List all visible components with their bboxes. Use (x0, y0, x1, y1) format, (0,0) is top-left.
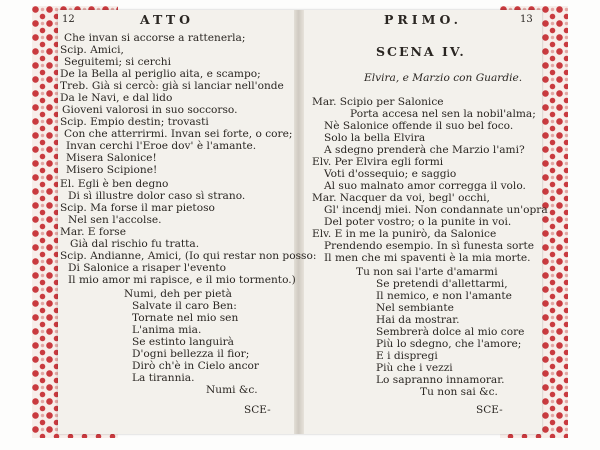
text-line: Del poter vostro; o la punite in voi. (324, 216, 512, 228)
text-line: Prendendo esempio. In sì funesta sorte (324, 240, 534, 252)
scene-title: SCENA IV. (376, 44, 466, 59)
text-line: Misero Scipione! (66, 164, 158, 176)
aria-line: Tu non sai &c. (420, 386, 498, 398)
aria-line: Se estinto languirà (132, 336, 234, 348)
text-line: Seguitemi; si cerchi (64, 56, 172, 68)
aria-line: Se pretendi d'allettarmi, (376, 278, 508, 290)
text-line: Al suo malnato amor corregga il volo. (324, 180, 526, 192)
text-line: Invan cerchi l'Eroe dov' è l'amante. (66, 140, 257, 152)
text-line: Scip. Ma forse il mar pietoso (60, 202, 215, 214)
text-line: Voti d'ossequio; e saggio (324, 168, 457, 180)
aria-line: Più lo sdegno, che l'amore; (376, 338, 522, 350)
text-line: Il mio amor mi rapisce, e il mio tormento.) (68, 274, 296, 286)
text-line: Già dal rischio fu tratta. (70, 238, 200, 250)
aria-line: Salvate il caro Ben: (132, 300, 237, 312)
text-line: Di Salonice a risaper l'evento (68, 262, 227, 274)
aria-line: Nel sembiante (376, 302, 454, 314)
text-line: De la Bella al periglio aita, e scampo; (60, 68, 261, 80)
aria-line: Dirò ch'è in Cielo ancor (132, 360, 259, 372)
text-line: Che invan si accorse a rattenerla; (64, 32, 246, 44)
text-line: Con che atterrirmi. Invan sei forte, o core; (64, 128, 293, 140)
scene-subtitle: Elvira, e Marzio con Guardie. (364, 72, 523, 84)
right-page-number: 13 (520, 14, 533, 25)
aria-line: Numi, deh per pietà (124, 288, 232, 300)
aria-line: Tu non sai l'arte d'amarmi (356, 266, 498, 278)
text-line: Treb. Già si cercò: già si lanciar nell'onde (60, 80, 284, 92)
text-line: Da le Navi, e dal lido (60, 92, 173, 104)
text-line: Mar. E forse (60, 226, 126, 238)
aria-line: Il nemico, e non l'amante (376, 290, 512, 302)
aria-line: Numi &c. (206, 384, 258, 396)
text-line: Scip. Andianne, Amici, (Io qui restar non posso: (60, 250, 317, 262)
text-line: Porta accesa nel sen la nobil'alma; (350, 108, 536, 120)
text-line: Nel sen l'accolse. (68, 214, 162, 226)
text-line: Il men che mi spaventi è la mia morte. (324, 252, 531, 264)
text-line: Scip. Amici, (60, 44, 124, 56)
aria-line: Più che i vezzi (376, 362, 453, 374)
text-line: El. Egli è ben degno (60, 178, 169, 190)
text-line: Nè Salonice offende il suo bel foco. (324, 120, 514, 132)
text-line: Elv. Per Elvira egli formi (312, 156, 444, 168)
text-line: Misera Salonice! (66, 152, 157, 164)
text-line: Elv. E in me la punirò, da Salonice (312, 228, 497, 240)
text-line: Di sì illustre dolor caso sì strano. (68, 190, 246, 202)
aria-line: D'ogni bellezza il fior; (132, 348, 250, 360)
left-catchword: SCE- (244, 404, 271, 416)
text-line: A sdegno prenderà che Marzio l'ami? (324, 144, 525, 156)
right-catchword: SCE- (476, 404, 503, 416)
text-line: Solo la bella Elvira (324, 132, 426, 144)
aria-line: Lo sapranno innamorar. (376, 374, 505, 386)
text-line: Gl' incendj miei. Non condannate un'opra (324, 204, 548, 216)
text-line: Mar. Scipio per Salonice (312, 96, 444, 108)
book-gutter (294, 10, 304, 434)
left-running-header: ATTO (140, 12, 195, 27)
aria-line: Hai da mostrar. (376, 314, 460, 326)
text-line: Mar. Nacquer da voi, begl' occhi, (312, 192, 490, 204)
aria-line: L'anima mia. (132, 324, 202, 336)
aria-line: Tornate nel mio sen (132, 312, 239, 324)
aria-line: La tirannia. (132, 372, 195, 384)
right-running-header: PRIMO. (384, 12, 462, 27)
text-line: Scip. Empio destin; trovasti (60, 116, 209, 128)
left-page-number: 12 (62, 14, 75, 25)
aria-line: Sembrerà dolce al mio core (376, 326, 525, 338)
aria-line: E i dispregi (376, 350, 438, 362)
text-line: Gioveni valorosi in suo soccorso. (62, 104, 238, 116)
